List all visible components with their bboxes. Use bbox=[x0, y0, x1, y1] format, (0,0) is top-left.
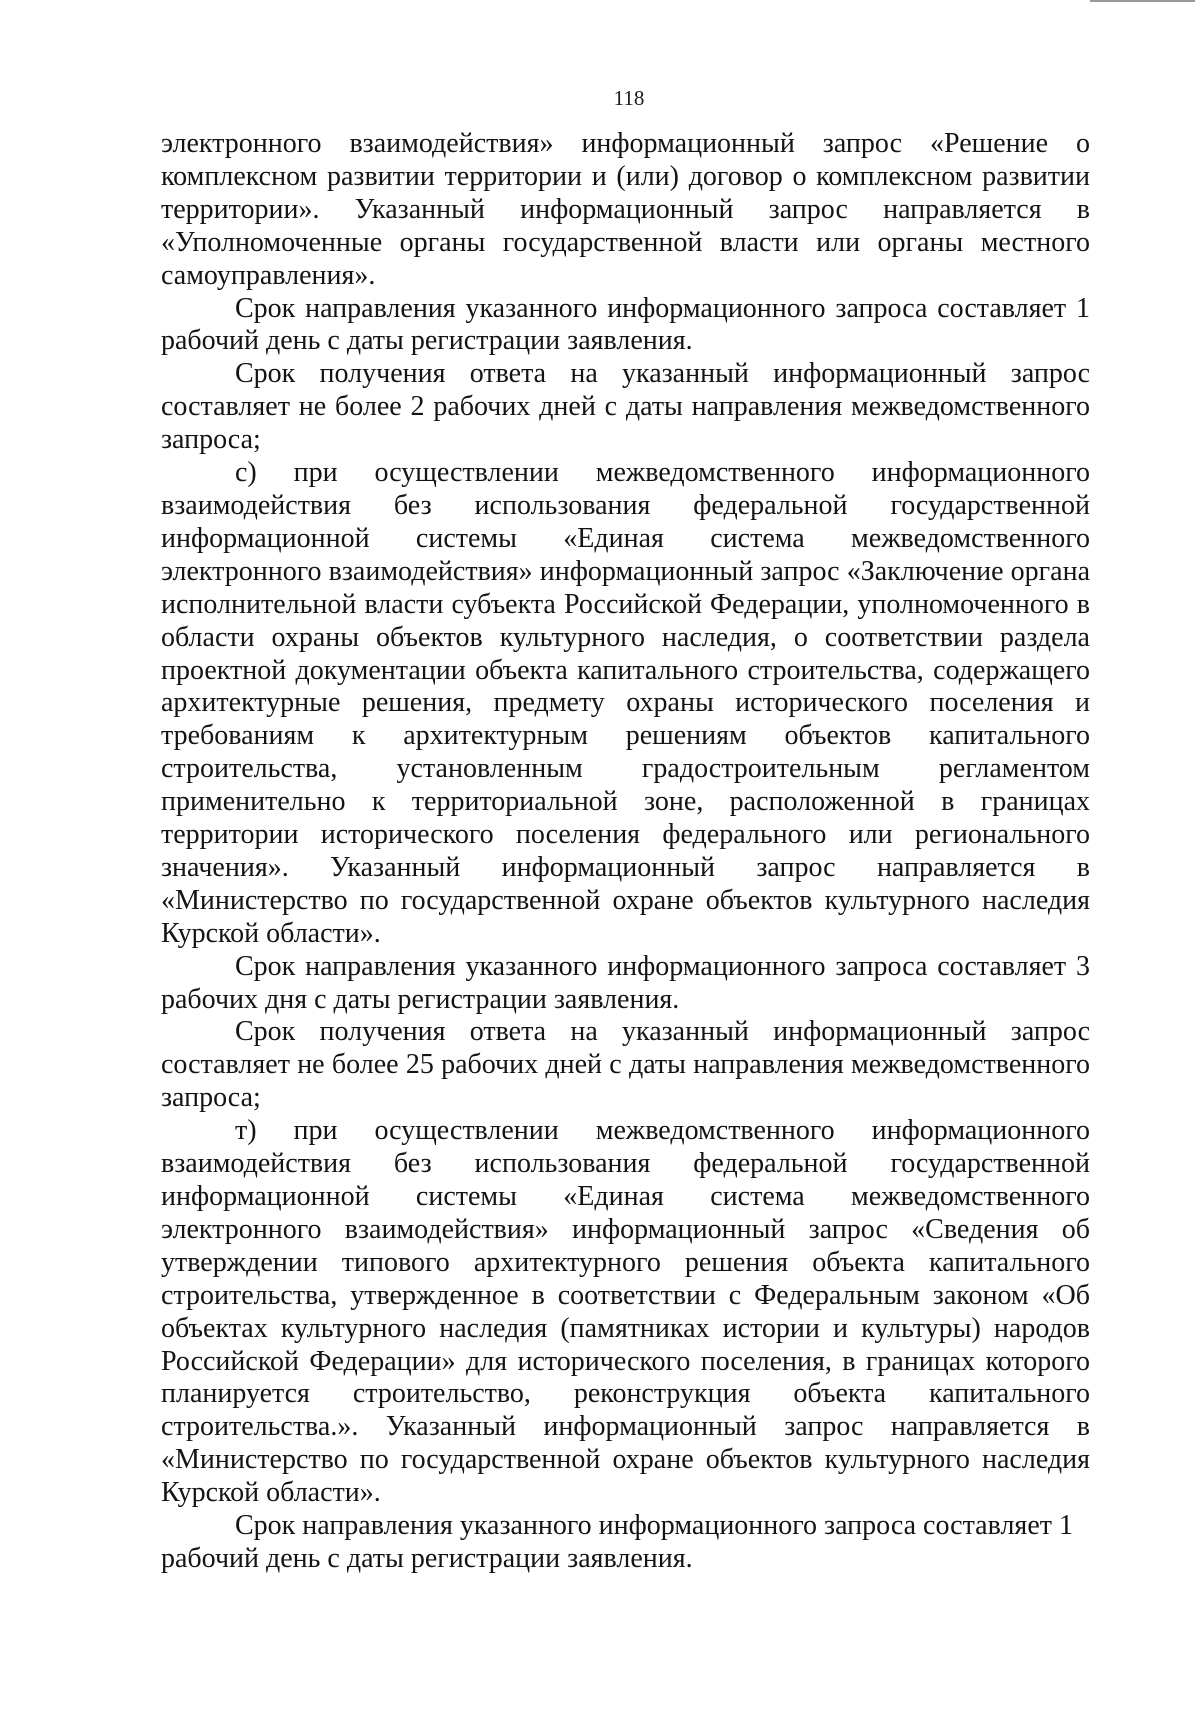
paragraph-response-deadline-2: Срок получения ответа на указанный информационный запрос составляет не более 25 рабочих дней с даты направления межведомственного запроса; bbox=[161, 1016, 1090, 1114]
scan-edge-line bbox=[1090, 0, 1195, 2]
paragraph-item-s-cultural-heritage-conclusion: с) при осуществлении межведомственного информационного взаимодействия без использования федеральной государственной информационной системы «Единая система межведомственного электронного взаимодействия» информационный запрос «Заключение органа исполнительной власти субъекта Российской Федерации, уполномоченного в области охраны объектов культурного наследия, о соответствии раздела проектной документации объекта капитального строительства, содержащего архитектурные решения, предмету охраны исторического поселения и требованиям к архитектурным решениям объектов капитального строительства, установленным градостроительным регламентом применительно к территориальной зоне, расположенной в границах территории исторического поселения федерального или регионального значения». Указанный информационный запрос направляется в «Министерство по государственной охране объектов культурного наследия Курской области». bbox=[161, 457, 1090, 949]
paragraph-continuation-complex-development: электронного взаимодействия» информационный запрос «Решение о комплексном развитии территории и (или) договор о комплексном развитии территории». Указанный информационный запрос направляется в «Уполномоченные органы государственной власти или органы местного самоуправления». bbox=[161, 128, 1090, 291]
paragraph-request-deadline-3: Срок направления указанного информационного запроса составляет 1 рабочий день с даты регистрации заявления. bbox=[161, 1510, 1073, 1574]
paragraph-response-deadline-1: Срок получения ответа на указанный информационный запрос составляет не более 2 рабочих дней с даты направления межведомственного запроса; bbox=[161, 358, 1090, 456]
paragraph-request-deadline-1: Срок направления указанного информационного запроса составляет 1 рабочий день с даты регистрации заявления. bbox=[161, 292, 1090, 357]
paragraph-request-deadline-2: Срок направления указанного информационного запроса составляет 3 рабочих дня с даты регистрации заявления. bbox=[161, 950, 1090, 1015]
page-number: 118 bbox=[613, 86, 645, 110]
document-body bbox=[161, 128, 1090, 1576]
paragraph-item-t-typical-architectural-solution: т) при осуществлении межведомственного информационного взаимодействия без использования федеральной государственной информационной системы «Единая система межведомственного электронного взаимодействия» информационный запрос «Сведения об утверждении типового архитектурного решения объекта капитального строительства, утвержденное в соответствии с Федеральным законом «Об объектах культурного наследия (памятниках истории и культуры) народов Российской Федерации» для исторического поселения, в границах которого планируется строительство, реконструкция объекта капитального строительства.». Указанный информационный запрос направляется в «Министерство по государственной охране объектов культурного наследия Курской области». bbox=[161, 1115, 1090, 1509]
